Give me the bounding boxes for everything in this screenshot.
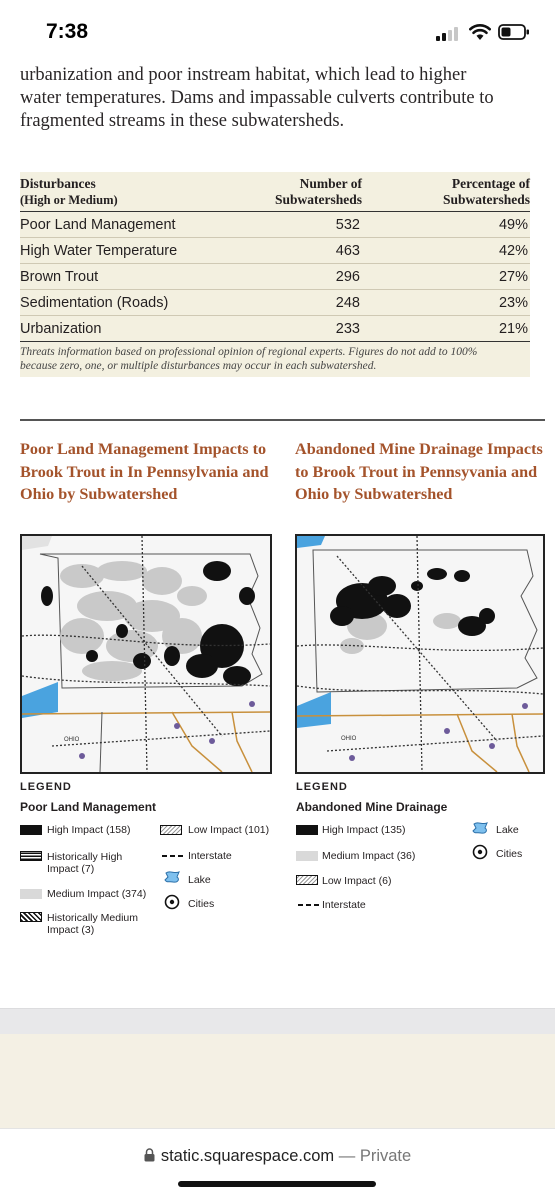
disturbances-table [20,172,530,377]
high-impact-swatch [20,825,42,835]
cities-icon [472,844,488,860]
interstate-line-icon [298,904,320,906]
right-legend-subtitle: Abandoned Mine Drainage [296,800,448,814]
historically-high-swatch [20,851,42,861]
intro-paragraph [20,64,555,133]
right-legend-heading: LEGEND [296,781,348,793]
poor-land-management-map-graphic [22,536,270,772]
intro-line: water temperatures. Dams and impassable culverts contribute to [20,88,494,108]
map-state-label: OHIO [64,737,80,743]
browser-address-bar[interactable] [0,1128,555,1200]
table-footnote: Threats information based on professional opinion of regional experts. Figures do not add to 100% because zero, one, or multiple disturbances may occur in each subwatershed. [20,346,478,372]
intro-line: urbanization and poor instream habitat, which lead to higher [20,65,467,85]
section-divider [20,419,545,421]
right-map [295,534,545,774]
legend-historically-medium: Historically Medium Impact (3) [47,912,139,936]
left-map-title: Poor Land Management Impacts to Brook Trout in In Pennsylvania and Ohio by Subwatershed [20,440,269,503]
legend-cities: Cities [188,898,215,910]
table-row: High Water Temperature 463 42% [20,238,530,264]
legend-medium-impact: Medium Impact (374) [47,888,147,900]
map-state-label: OHIO [341,736,357,742]
low-impact-swatch [296,875,318,885]
page-gap [0,1008,555,1034]
wifi-icon [469,23,491,41]
address-field[interactable] [0,1147,555,1166]
table-row: Urbanization 233 21% [20,316,530,342]
legend-cities: Cities [496,848,523,860]
low-impact-swatch [160,825,182,835]
table-header [20,172,530,212]
left-map [20,534,272,774]
pdf-page[interactable] [0,64,555,1008]
status-time: 7:38 [46,20,89,43]
high-impact-swatch [296,825,318,835]
left-legend-heading: LEGEND [20,781,72,793]
legend-low-impact: Low Impact (6) [322,875,392,887]
status-bar [0,0,555,64]
table-row: Poor Land Management 532 49% [20,212,530,238]
legend-low-impact: Low Impact (101) [188,824,270,836]
medium-impact-swatch [20,889,42,899]
cities-icon [164,894,180,910]
legend-lake: Lake [188,874,211,886]
next-page-background[interactable] [0,1034,555,1128]
medium-impact-swatch [296,851,318,861]
private-label: — Private [338,1147,412,1165]
table-row: Sedimentation (Roads) 248 23% [20,290,530,316]
legend-lake: Lake [496,824,519,836]
interstate-line-icon [162,855,184,857]
url-domain: static.squarespace.com [160,1147,335,1165]
lock-icon [144,1148,155,1162]
battery-icon [498,24,530,40]
lake-icon [472,821,490,835]
legend-high-impact: High Impact (158) [47,824,131,836]
header-disturbances: Disturbances (High or Medium) [20,176,118,207]
lake-icon [164,870,182,884]
legend-historically-high: Historically High Impact (7) [47,851,123,875]
abandoned-mine-drainage-map-graphic [297,536,543,772]
left-legend-subtitle: Poor Land Management [20,800,157,814]
legend-medium-impact: Medium Impact (36) [322,850,416,862]
cellular-signal-icon [436,25,462,41]
legend-interstate: Interstate [188,850,232,862]
intro-line: fragmented streams in these subwatersheds. [20,111,345,131]
header-percentage: Percentage of Subwatersheds [442,176,530,207]
right-map-title: Abandoned Mine Drainage Impacts to Brook Trout in Pennsyvania and Ohio by Subwatershed [295,440,543,503]
table-row: Brown Trout 296 27% [20,264,530,290]
historically-medium-swatch [20,912,42,922]
home-indicator[interactable] [178,1181,376,1187]
header-number: Number of Subwatersheds [274,176,362,207]
legend-high-impact: High Impact (135) [322,824,406,836]
legend-interstate: Interstate [322,899,366,911]
